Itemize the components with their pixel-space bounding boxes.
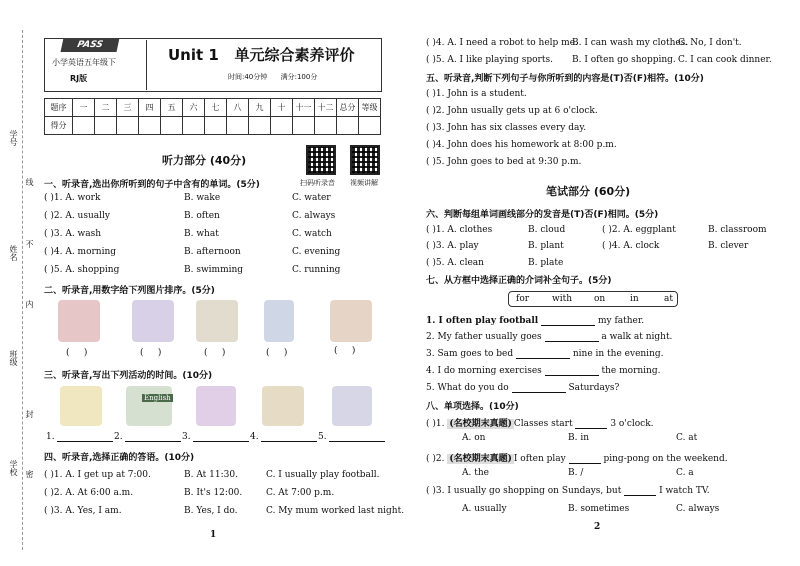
word-bank-item: with: [552, 294, 572, 304]
binding-char-bu: 不: [25, 240, 34, 248]
s2-answer-paren[interactable]: ( ): [334, 346, 356, 356]
s1-option: C. always: [292, 211, 336, 221]
qr-video-label: 视频讲解: [350, 179, 378, 187]
s1-row: ( )5. A. shopping: [44, 265, 120, 275]
score-cell: 七: [205, 99, 227, 117]
s7-sentence: [426, 366, 660, 376]
s7-pre: 3. Sam goes to bed: [426, 349, 514, 359]
sleeping-boy-picture: [262, 386, 304, 426]
s3-blank-4[interactable]: [250, 432, 317, 442]
s4-cont-row: ( )4. A. I need a robot to help me.: [426, 38, 578, 48]
score-table: [44, 98, 381, 135]
boy-walking-picture: [264, 300, 294, 342]
series-label: 小学英语五年级下: [52, 58, 116, 67]
page-number-1: 1: [210, 530, 217, 540]
grandpa-reading-picture: [330, 300, 372, 342]
score-cell: 等级: [359, 99, 381, 117]
binding-char-mi: 密: [25, 470, 34, 478]
page-title: Unit 1 单元综合素养评价: [168, 46, 355, 64]
s8-paren[interactable]: ( )2.: [426, 454, 445, 464]
section4-title: 四、听录音,选择正确的答语。(10分): [44, 453, 195, 463]
score-input-cell[interactable]: [227, 117, 249, 135]
s8-blank[interactable]: [624, 487, 656, 496]
binding-line: [22, 30, 23, 550]
s8-option: C. always: [676, 504, 720, 514]
s3-blank-5[interactable]: [318, 432, 385, 442]
binding-char-feng: 封: [25, 410, 34, 418]
s8-question-3: [426, 486, 710, 496]
score-cell: 四: [139, 99, 161, 117]
s7-pre: 2. My father usually goes: [426, 332, 542, 342]
score-input-cell[interactable]: [161, 117, 183, 135]
english-class-picture: [126, 386, 172, 426]
s8-pre: Classes start: [513, 419, 573, 429]
s3-number: 1.: [46, 432, 55, 442]
score-input-cell[interactable]: [73, 117, 95, 135]
school-label: 学校: [9, 460, 18, 476]
dancing-kids-picture: [58, 300, 100, 342]
binding-char-nei: 内: [25, 300, 34, 308]
page-number-2: 2: [594, 522, 601, 532]
s1-option: B. swimming: [184, 265, 244, 275]
word-bank-item: in: [630, 294, 639, 304]
s2-answer-paren[interactable]: ( ): [204, 348, 226, 358]
s4-option: B. It's 12:00.: [184, 488, 243, 498]
s8-option: C. a: [676, 468, 694, 478]
s7-post: a walk at night.: [601, 332, 673, 342]
s4-option: B. Yes, I do.: [184, 506, 238, 516]
section2-title: 二、听录音,用数字给下列图片排序。(5分): [44, 286, 215, 296]
s1-row: ( )3. A. wash: [44, 229, 102, 239]
s8-option: C. at: [676, 433, 698, 443]
s1-option: C. water: [292, 193, 331, 203]
word-bank-box: [508, 291, 678, 307]
s4-option: B. At 11:30.: [184, 470, 238, 480]
score-input-cell[interactable]: [293, 117, 315, 135]
s3-blank-1[interactable]: [46, 432, 113, 442]
s7-post: nine in the evening.: [572, 349, 664, 359]
s7-pre: 5. What do you do: [426, 383, 509, 393]
s8-option: B. /: [568, 468, 584, 478]
s1-option: C. evening: [292, 247, 341, 257]
word-bank-item: at: [664, 294, 673, 304]
s1-option: B. afternoon: [184, 247, 241, 257]
s1-row: ( )4. A. morning: [44, 247, 117, 257]
s3-blank-2[interactable]: [114, 432, 181, 442]
score-input-cell[interactable]: [337, 117, 359, 135]
score-table-header-row: [45, 99, 381, 117]
qr-code-audio[interactable]: [306, 145, 336, 175]
s8-blank[interactable]: [569, 455, 601, 464]
s8-option: A. usually: [462, 504, 507, 514]
binding-char-xian: 线: [25, 178, 34, 186]
s6-item: B. cloud: [528, 225, 566, 235]
s8-option: B. in: [568, 433, 590, 443]
word-bank-item: for: [516, 294, 530, 304]
score-cell: 九: [249, 99, 271, 117]
s6-item: ( )3. A. play: [426, 241, 479, 251]
shopping-picture: [196, 300, 238, 342]
s6-item: ( )1. A. clothes: [426, 225, 493, 235]
s8-option: A. the: [462, 468, 489, 478]
s4-cont-option: B. I often go shopping.: [572, 55, 676, 65]
section3-title: 三、听录音,写出下列活动的时间。(10分): [44, 371, 213, 381]
s1-option: C. running: [292, 265, 341, 275]
s3-number: 5.: [318, 432, 327, 442]
exam-tag: (名校期末真题): [449, 419, 512, 429]
score-input-cell[interactable]: [117, 117, 139, 135]
qr-audio-label: 扫码听录音: [300, 179, 335, 187]
s7-sentence: [426, 332, 672, 342]
s7-pre: 1. I often play football: [426, 316, 539, 326]
pass-badge: PASS: [61, 38, 120, 52]
s3-blank-3[interactable]: [182, 432, 249, 442]
s8-pre: I often play: [513, 454, 566, 464]
s8-pre: I usually go shopping on Sundays, but: [447, 486, 622, 496]
qr-code-video[interactable]: [350, 145, 380, 175]
s8-question-2: [426, 451, 728, 464]
s6-item: ( )2. A. eggplant: [602, 225, 676, 235]
score-input-cell[interactable]: [271, 117, 293, 135]
section5-title: 五、听录音,判断下列句子与你所听到的内容是(T)否(F)相符。(10分): [426, 74, 704, 84]
s3-number: 3.: [182, 432, 191, 442]
word-bank-item: on: [594, 294, 606, 304]
score-input-cell[interactable]: [183, 117, 205, 135]
s7-blank[interactable]: [516, 350, 570, 359]
listening-title: 听力部分 (40分): [162, 154, 247, 167]
s1-option: C. watch: [292, 229, 332, 239]
s8-post: I watch TV.: [659, 486, 710, 496]
s5-row: ( )2. John usually gets up at 6 o'clock.: [426, 106, 598, 116]
score-cell: 十: [271, 99, 293, 117]
s7-sentence: [426, 349, 663, 359]
score-cell: 题序: [45, 99, 73, 117]
section6-title: 六、判断每组单词画线部分的发音是(T)否(F)相同。(5分): [426, 210, 659, 220]
score-row-label: 得分: [45, 117, 73, 135]
s7-blank[interactable]: [545, 367, 599, 376]
s1-row: ( )2. A. usually: [44, 211, 110, 221]
score-cell: 一: [73, 99, 95, 117]
eating-boy-picture: [332, 386, 372, 426]
s6-item: B. plate: [528, 258, 564, 268]
s8-option: A. on: [462, 433, 486, 443]
s7-blank[interactable]: [545, 333, 599, 342]
s7-post: Saturdays?: [568, 383, 620, 393]
s2-answer-paren[interactable]: ( ): [66, 348, 88, 358]
s4-option: C. I usually play football.: [266, 470, 380, 480]
score-input-cell[interactable]: [139, 117, 161, 135]
s4-row: ( )3. A. Yes, I am.: [44, 506, 122, 516]
s3-number: 2.: [114, 432, 123, 442]
s7-sentence: [426, 383, 619, 393]
s5-row: ( )1. John is a student.: [426, 89, 527, 99]
time-info: 时间:40分钟 满分:100分: [228, 73, 318, 81]
s3-number: 4.: [250, 432, 259, 442]
sunny-kids-picture: [60, 386, 102, 426]
s8-question-1: [426, 416, 654, 429]
score-input-cell[interactable]: [315, 117, 337, 135]
score-cell: 六: [183, 99, 205, 117]
blackboard-text: English: [144, 394, 171, 402]
edition-label: RJ版: [70, 74, 88, 83]
class-label: 班级: [9, 350, 18, 366]
score-cell: 总分: [337, 99, 359, 117]
s2-answer-paren[interactable]: ( ): [266, 348, 288, 358]
s4-row: ( )2. A. At 6:00 a.m.: [44, 488, 134, 498]
s6-item: ( )4. A. clock: [602, 241, 660, 251]
s8-paren[interactable]: ( )3.: [426, 486, 445, 496]
clock-picture: [196, 386, 236, 426]
section1-title: 一、听录音,选出你所听到的句子中含有的单词。(5分): [44, 180, 260, 190]
s7-pre: 4. I do morning exercises: [426, 366, 542, 376]
score-cell: 三: [117, 99, 139, 117]
s4-row: ( )1. A. I get up at 7:00.: [44, 470, 151, 480]
s4-option: C. At 7:00 p.m.: [266, 488, 335, 498]
score-cell: 五: [161, 99, 183, 117]
score-cell: 十一: [293, 99, 315, 117]
section7-title: 七、从方框中选择正确的介词补全句子。(5分): [426, 276, 612, 286]
student-name-label: 姓名: [9, 245, 18, 261]
s4-cont-row: ( )5. A. I like playing sports.: [426, 55, 553, 65]
s1-option: B. what: [184, 229, 219, 239]
s4-cont-option: B. I can wash my clothes.: [572, 38, 689, 48]
s8-blank[interactable]: [575, 420, 607, 429]
s8-post: ping-pong on the weekend.: [603, 454, 728, 464]
s5-row: ( )5. John goes to bed at 9:30 p.m.: [426, 157, 582, 167]
writing-title: 笔试部分 (60分): [546, 185, 631, 198]
s5-row: ( )3. John has six classes every day.: [426, 123, 587, 133]
s7-post: my father.: [597, 316, 645, 326]
score-cell: 二: [95, 99, 117, 117]
s7-sentence: [426, 316, 644, 326]
s6-item: B. plant: [528, 241, 564, 251]
s6-item: ( )5. A. clean: [426, 258, 484, 268]
section8-title: 八、单项选择。(10分): [426, 402, 519, 412]
s5-row: ( )4. John does his homework at 8:00 p.m.: [426, 140, 617, 150]
score-input-cell[interactable]: [95, 117, 117, 135]
score-table-score-row: [45, 117, 381, 135]
score-cell: 八: [227, 99, 249, 117]
s6-item: B. clever: [708, 241, 749, 251]
score-cell: 十二: [315, 99, 337, 117]
score-input-cell[interactable]: [205, 117, 227, 135]
s7-post: the morning.: [601, 366, 661, 376]
s2-answer-paren[interactable]: ( ): [140, 348, 162, 358]
s7-blank[interactable]: [541, 317, 595, 326]
s4-cont-option: C. I can cook dinner.: [678, 55, 772, 65]
s7-blank[interactable]: [512, 384, 566, 393]
s8-paren[interactable]: ( )1.: [426, 419, 445, 429]
s8-post: 3 o'clock.: [610, 419, 654, 429]
score-input-cell[interactable]: [359, 117, 381, 135]
s4-cont-option: C. No, I don't.: [678, 38, 742, 48]
student-number-label: 学号: [9, 130, 18, 146]
s1-row: ( )1. A. work: [44, 193, 101, 203]
s6-item: B. classroom: [708, 225, 767, 235]
s8-option: B. sometimes: [568, 504, 630, 514]
exam-tag: (名校期末真题): [449, 454, 512, 464]
score-input-cell[interactable]: [249, 117, 271, 135]
s1-option: B. wake: [184, 193, 221, 203]
s1-option: B. often: [184, 211, 220, 221]
s4-option: C. My mum worked last night.: [266, 506, 405, 516]
washing-clothes-picture: [132, 300, 174, 342]
header-divider: [146, 40, 147, 90]
